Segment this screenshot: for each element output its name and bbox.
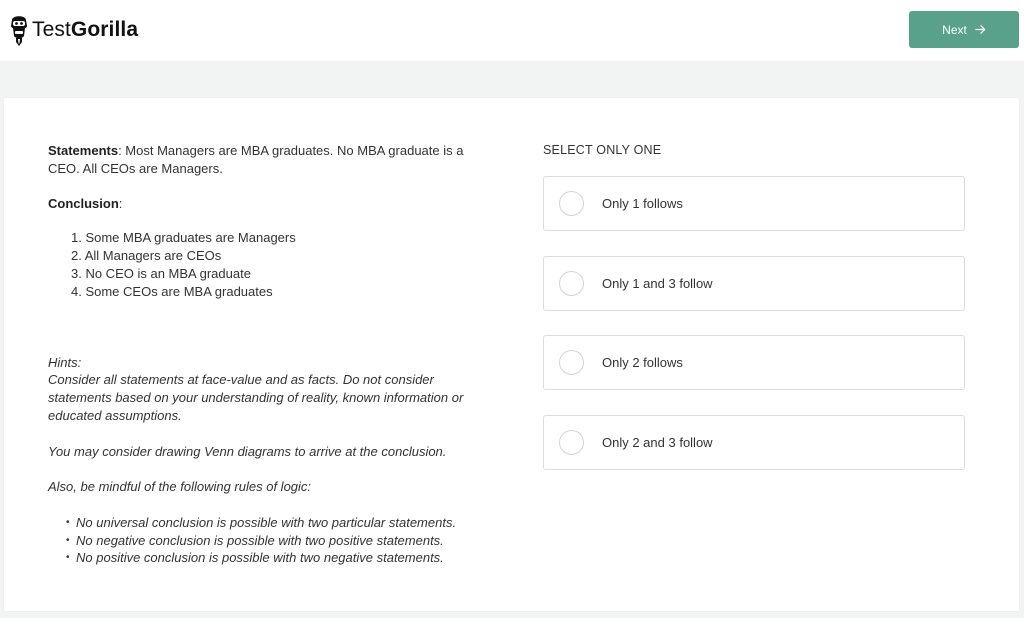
testgorilla-logo	[9, 10, 138, 50]
question-panel	[48, 142, 498, 567]
answer-option-2[interactable]	[543, 256, 965, 311]
hints-text: Consider all statements at face-value and as facts. Do not consider statements based on your understanding of reality, known information or educated assumptions.	[48, 372, 464, 423]
conclusion-label: Conclusion	[48, 195, 119, 211]
conclusion-list	[48, 229, 498, 300]
conclusion-item: 1. Some MBA graduates are Managers	[71, 230, 296, 246]
answer-panel	[543, 142, 965, 494]
radio-empty-icon[interactable]	[559, 271, 584, 296]
conclusion-item: 2. All Managers are CEOs	[71, 248, 222, 264]
conclusion-item: 3. No CEO is an MBA graduate	[71, 265, 251, 281]
logic-rule: • No negative conclusion is possible with two positive statements.	[76, 532, 498, 550]
venn-hint: You may consider drawing Venn diagrams to arrive at the conclusion.	[48, 443, 447, 459]
brand-name-light: Test	[32, 18, 71, 41]
logic-rule: • No positive conclusion is possible with two negative statements.	[76, 549, 498, 567]
conclusion-heading	[48, 195, 498, 213]
rules-intro: Also, be mindful of the following rules of logic:	[48, 479, 312, 495]
brand-name	[32, 18, 138, 42]
arrow-right-icon	[975, 24, 986, 35]
radio-empty-icon[interactable]	[559, 350, 584, 375]
logic-rules-list	[48, 514, 498, 567]
answer-option-1[interactable]	[543, 176, 965, 231]
hints-section	[48, 354, 498, 568]
radio-empty-icon[interactable]	[559, 191, 584, 216]
statements-text: : Most Managers are MBA graduates. No MBA graduate is a CEO. All CEOs are Managers.	[48, 143, 464, 176]
next-button[interactable]	[909, 11, 1019, 48]
conclusion-colon: :	[118, 195, 123, 211]
answer-option-label: Only 2 follows	[602, 355, 683, 370]
select-instruction: SELECT ONLY ONE	[543, 143, 662, 157]
logic-rule: • No universal conclusion is possible with two particular statements.	[76, 514, 498, 532]
answer-option-3[interactable]	[543, 335, 965, 390]
radio-empty-icon[interactable]	[559, 430, 584, 455]
brand-name-bold: Gorilla	[70, 18, 139, 41]
hints-block	[48, 354, 498, 425]
hints-title: Hints:	[48, 354, 82, 370]
statements-label: Statements	[48, 143, 119, 158]
answer-option-4[interactable]	[543, 415, 965, 470]
answer-option-label: Only 2 and 3 follow	[602, 434, 713, 450]
answer-option-label: Only 1 and 3 follow	[602, 275, 713, 291]
gorilla-logo-icon	[9, 12, 29, 48]
answer-option-label: Only 1 follows	[602, 196, 683, 211]
conclusion-item: 4. Some CEOs are MBA graduates	[71, 283, 273, 299]
next-button-label: Next	[942, 22, 967, 37]
question-card	[4, 98, 1019, 611]
statements	[48, 142, 498, 178]
top-bar	[0, 0, 1024, 61]
